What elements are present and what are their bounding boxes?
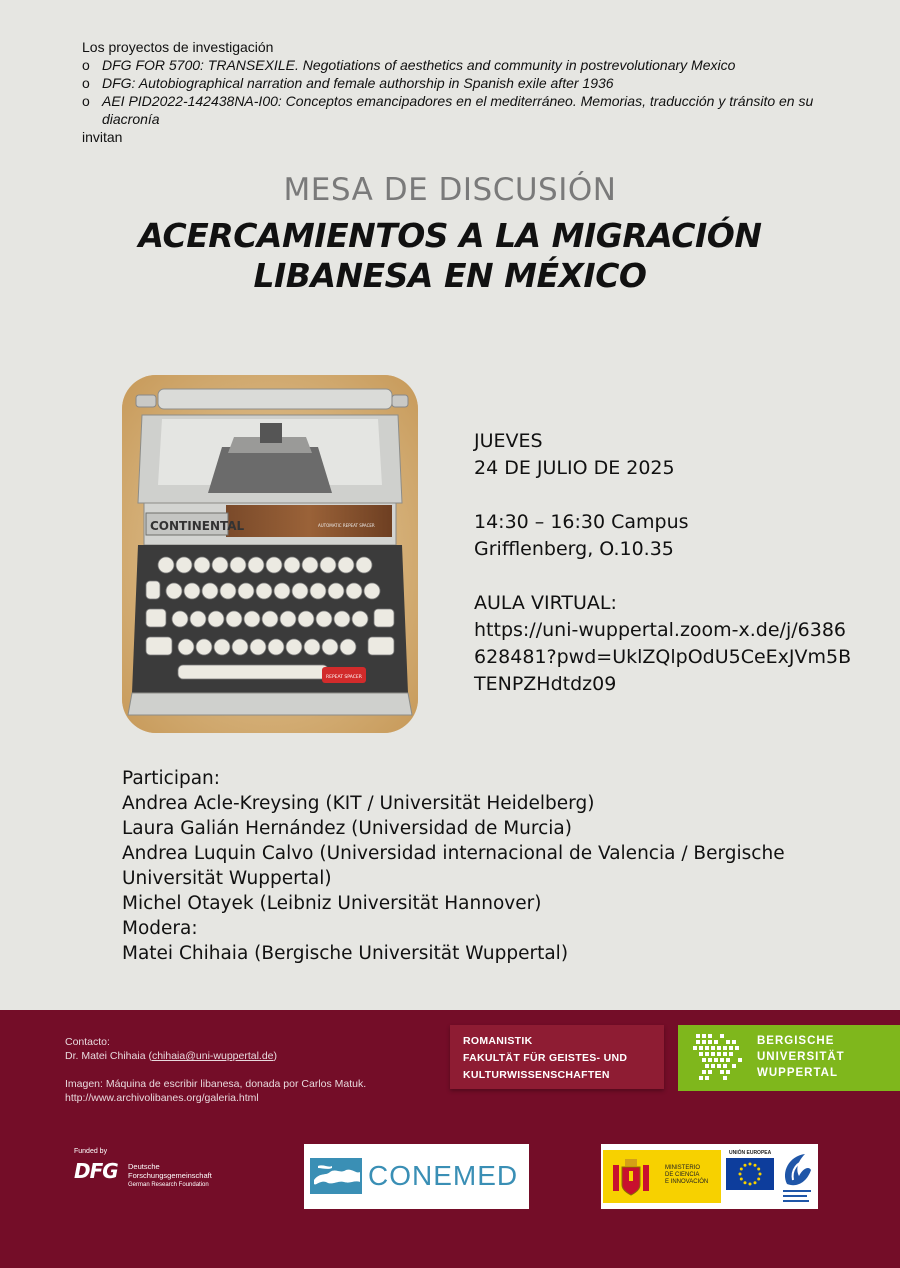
image-credit-url[interactable]: http://www.archivolibanes.org/galeria.html bbox=[65, 1092, 259, 1104]
contact-label: Contacto: bbox=[65, 1036, 110, 1048]
eu-label: UNIÓN EUROPEA bbox=[729, 1150, 772, 1156]
dfg-logo bbox=[74, 1148, 234, 1198]
event-weekday: JUEVES bbox=[474, 430, 543, 452]
event-time-place: 14:30 – 16:30 Campus bbox=[474, 511, 689, 533]
participant-item: Andrea Acle-Kreysing (KIT / Universität Heidelberg) bbox=[122, 793, 595, 814]
project-item: o DFG FOR 5700: TRANSEXILE. Negotiations of aesthetics and community in postrevolutionary Mexico bbox=[82, 57, 736, 73]
project-item: o AEI PID2022-142438NA-I00: Conceptos emancipadores en el mediterráneo. Memorias, traducción y tránsito en su diacronía bbox=[82, 93, 814, 127]
intro-block bbox=[82, 38, 842, 146]
title-line-2: LIBANESA EN MÉXICO bbox=[253, 256, 647, 295]
conemed-logo bbox=[304, 1144, 529, 1209]
project-list bbox=[82, 56, 842, 128]
aei-emblem-icon bbox=[779, 1148, 815, 1206]
ministry-logos bbox=[601, 1144, 818, 1209]
bullet-icon: o bbox=[82, 93, 90, 109]
sub-label: AUTOMATIC REPEAT SPACER bbox=[318, 523, 375, 528]
contact-block bbox=[65, 1035, 425, 1105]
spain-coat-of-arms-icon bbox=[611, 1155, 651, 1199]
aei-logo bbox=[779, 1148, 815, 1206]
intro-closing: invitan bbox=[82, 129, 123, 145]
lion-icon bbox=[690, 1030, 750, 1086]
page-title bbox=[0, 216, 900, 296]
participant-item: Michel Otayek (Leibniz Universität Hannover) bbox=[122, 893, 542, 914]
brand-label: CONTINENTAL bbox=[150, 519, 245, 533]
image-credit: Imagen: Máquina de escribir libanesa, donada por Carlos Matuk. bbox=[65, 1078, 367, 1090]
conemed-name: CONEMED bbox=[368, 1160, 519, 1191]
university-name: BERGISCHE UNIVERSITÄT WUPPERTAL bbox=[757, 1035, 845, 1079]
contact-line: Dr. Matei Chihaia (chihaia@uni-wuppertal.de) bbox=[65, 1050, 278, 1062]
virtual-room-link[interactable]: https://uni-wuppertal.zoom-x.de/j/6386628481?pwd=UklZQlpOdU5CeExJVm5BTENPZHdtdz09 bbox=[474, 619, 852, 695]
mediterranean-map-icon bbox=[310, 1158, 362, 1194]
dfg-mark: DFG bbox=[74, 1159, 118, 1183]
moderator-name: Matei Chihaia (Bergische Universität Wuppertal) bbox=[122, 943, 569, 964]
contact-email-link[interactable]: chihaia@uni-wuppertal.de bbox=[151, 1050, 274, 1062]
dfg-funded-by: Funded by bbox=[74, 1148, 108, 1155]
participant-item: Laura Galián Hernández (Universidad de Murcia) bbox=[122, 818, 572, 839]
event-location: Grifflenberg, O.10.35 bbox=[474, 538, 674, 560]
ministry-name: MINISTERIO DE CIENCIA E INNOVACIÓN bbox=[665, 1165, 709, 1185]
participants-label: Participan: bbox=[122, 768, 221, 789]
title-line-1: ACERCAMIENTOS A LA MIGRACIÓN bbox=[138, 216, 762, 255]
typewriter-image bbox=[122, 375, 418, 733]
typewriter-illustration bbox=[122, 375, 418, 733]
intro-lead: Los proyectos de investigación bbox=[82, 39, 274, 55]
participants-block bbox=[122, 766, 822, 966]
event-kind-heading: MESA DE DISCUSIÓN bbox=[283, 172, 617, 208]
university-logo bbox=[678, 1025, 900, 1091]
participant-item: Andrea Luquin Calvo (Universidad internacional de Valencia / Bergische Universität Wuppertal) bbox=[122, 843, 785, 889]
moderator-label: Modera: bbox=[122, 918, 198, 939]
eu-flag-icon bbox=[726, 1158, 774, 1190]
eu-stars-icon bbox=[726, 1158, 774, 1190]
project-item: o DFG: Autobiographical narration and female authorship in Spanish exile after 1936 bbox=[82, 75, 614, 91]
virtual-room-label: AULA VIRTUAL: bbox=[474, 592, 617, 614]
ministry-logo bbox=[603, 1150, 721, 1203]
bullet-icon: o bbox=[82, 75, 90, 91]
bullet-icon: o bbox=[82, 57, 90, 73]
romanistik-box: ROMANISTIK FAKULTÄT FÜR GEISTES- UND KULTURWISSENSCHAFTEN bbox=[450, 1025, 664, 1089]
key-label: REPEAT SPACER bbox=[326, 675, 362, 680]
event-details bbox=[474, 428, 854, 725]
dfg-english: German Research Foundation bbox=[128, 1182, 209, 1188]
dfg-name: Deutsche Forschungsgemeinschaft bbox=[128, 1162, 212, 1180]
event-date: 24 DE JULIO DE 2025 bbox=[474, 457, 675, 479]
